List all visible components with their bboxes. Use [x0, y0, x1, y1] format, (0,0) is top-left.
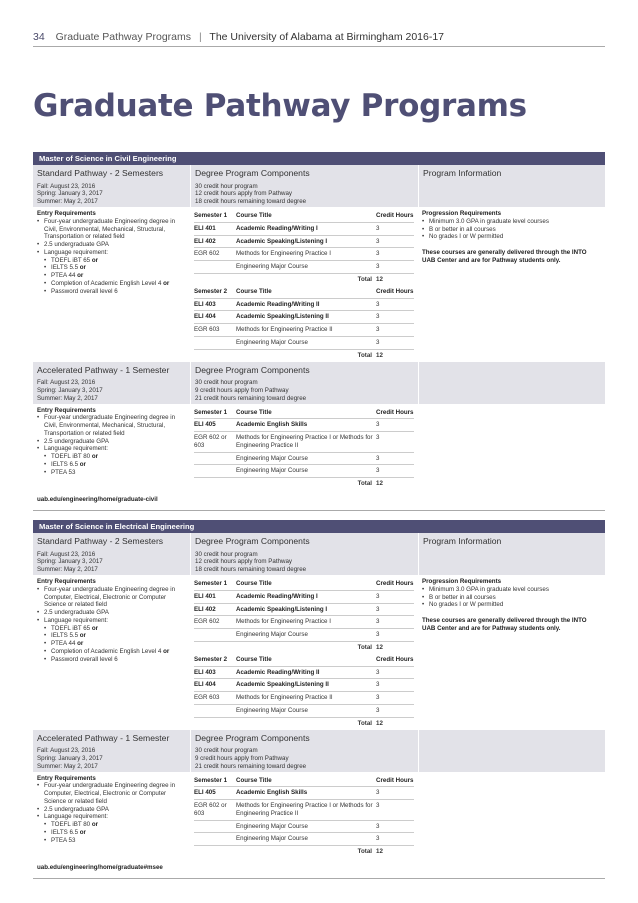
- pathway-name: Accelerated Pathway - 1 Semester: [37, 732, 170, 743]
- table-row: [194, 465, 414, 478]
- start-date: Fall: August 23, 2016: [37, 747, 96, 755]
- language-text: TOEFL iBT 80: [51, 821, 92, 828]
- degree-components-heading: Degree Program Components: [195, 364, 310, 375]
- program-civil: [33, 152, 605, 511]
- credit-hours: 3: [376, 250, 380, 258]
- or-text: or: [91, 821, 98, 828]
- semester-label: Semester 1: [194, 580, 228, 587]
- course-title-header: Course Title: [236, 655, 272, 663]
- or-text: or: [91, 453, 98, 460]
- degree-components-heading: Degree Program Components: [195, 732, 310, 743]
- language-option: [37, 280, 186, 288]
- progression-item: • Minimum 3.0 GPA in graduate level courses: [422, 218, 601, 226]
- total-row: [194, 642, 414, 654]
- or-text: or: [163, 279, 170, 287]
- degree-components: [190, 362, 418, 404]
- language-option: [37, 461, 186, 469]
- semester-label: Semester 1: [194, 776, 228, 784]
- table-row: [194, 604, 414, 617]
- language-option: [37, 821, 186, 829]
- pathway-name: Standard Pathway - 2 Semesters: [37, 536, 164, 546]
- entry-item: • Language requirement:: [37, 617, 186, 625]
- credit-hours: 3: [376, 338, 380, 346]
- language-option: [37, 264, 186, 272]
- start-date: Spring: January 3, 2017: [37, 190, 103, 198]
- language-option: [37, 656, 186, 664]
- entry-item: • Four-year undergraduate Engineering degree in Computer, Electrical, Electronic or Computer Science or related field: [37, 782, 186, 805]
- start-date: Summer: May 2, 2017: [37, 762, 98, 770]
- start-date: Spring: January 3, 2017: [37, 558, 103, 566]
- language-text: Completion of Academic English Level 4: [51, 647, 164, 655]
- credit-hours: 3: [376, 313, 380, 321]
- semester-label: Semester 2: [194, 655, 228, 663]
- program-information: [418, 362, 605, 404]
- total-row: [194, 478, 414, 490]
- credit-hours: 3: [376, 835, 380, 843]
- entry-item: • 2.5 undergraduate GPA: [37, 806, 186, 814]
- degree-components: [190, 165, 418, 207]
- course-code: EGR 602 or 603: [194, 434, 227, 449]
- entry-requirements-heading: Entry Requirements: [37, 774, 96, 782]
- start-date: Summer: May 2, 2017: [37, 566, 98, 574]
- total-row: [194, 846, 414, 858]
- course-title: Academic Speaking/Listening II: [236, 313, 329, 321]
- page-number: 34: [33, 31, 45, 43]
- total-value: 12: [376, 480, 383, 487]
- language-option: [37, 625, 186, 633]
- course-code: EGR 603: [194, 326, 220, 333]
- pathway-dates: [33, 165, 190, 207]
- start-date: Fall: August 23, 2016: [37, 379, 96, 387]
- or-text: or: [77, 272, 84, 279]
- progression-item: • No grades I or W permitted: [422, 601, 601, 609]
- or-text: or: [91, 624, 98, 632]
- pathway-body: [33, 404, 605, 491]
- or-text: or: [163, 647, 170, 655]
- course-title: Methods for Engineering Practice I or Methods for Engineering Practice II: [236, 434, 373, 449]
- table-row: [194, 299, 414, 312]
- language-text: PTEA 53: [51, 468, 76, 476]
- table-row: [194, 667, 414, 680]
- start-date: Summer: May 2, 2017: [37, 394, 98, 402]
- pathway-header: [33, 165, 605, 207]
- credit-hours: 3: [376, 802, 380, 809]
- table-row: [194, 337, 414, 350]
- total-value: 12: [376, 848, 383, 855]
- entry-list: [37, 586, 186, 664]
- table-row: [194, 311, 414, 324]
- header-university: The University of Alabama at Birmingham 2016-17: [209, 31, 445, 43]
- total-value: 12: [376, 351, 383, 359]
- component-line: 21 credit hours remaining toward degree: [195, 394, 307, 402]
- credit-hours: 3: [376, 300, 380, 308]
- total-label: Total: [357, 848, 372, 855]
- course-title: Engineering Major Course: [236, 706, 308, 714]
- credit-hours: 3: [376, 467, 380, 475]
- course-title: Methods for Engineering Practice II: [236, 326, 333, 333]
- table-row: [194, 821, 414, 834]
- entry-item: • 2.5 undergraduate GPA: [37, 438, 186, 446]
- progression-requirements: [418, 775, 605, 859]
- course-code: ELI 402: [194, 237, 216, 245]
- total-value: 12: [376, 643, 383, 651]
- component-line: 18 credit hours remaining toward degree: [195, 198, 307, 206]
- course-title: Academic Reading/Writing I: [236, 592, 318, 600]
- table-header-row: [194, 407, 414, 420]
- course-title: Academic Speaking/Listening II: [236, 681, 329, 689]
- course-title: Academic Speaking/Listening I: [236, 605, 328, 613]
- pathway-body: [33, 772, 605, 859]
- semester-label: Semester 1: [194, 212, 228, 219]
- table-header-row: [194, 775, 414, 788]
- table-row: [194, 800, 414, 821]
- component-line: 9 credit hours apply from Pathway: [195, 754, 289, 762]
- entry-requirements: [33, 775, 190, 859]
- progression-item: • B or better in all courses: [422, 226, 601, 234]
- entry-item: • Four-year undergraduate Engineering degree in Civil, Environmental, Mechanical, Structural, Transportation or related field: [37, 414, 186, 437]
- course-title: Methods for Engineering Practice I: [236, 250, 331, 258]
- entry-list: [37, 414, 186, 476]
- progression-item: • B or better in all courses: [422, 594, 601, 602]
- credit-hours: 3: [376, 789, 380, 797]
- course-title-header: Course Title: [236, 287, 272, 295]
- entry-item: • Four-year undergraduate Engineering degree in Civil, Environmental, Mechanical, Structural, Transportation or related field: [37, 218, 186, 241]
- course-title: Engineering Major Course: [236, 338, 308, 346]
- semester-label: Semester 1: [194, 408, 228, 416]
- table-row: [194, 692, 414, 705]
- running-header: [33, 31, 444, 43]
- credit-hours-header: Credit Hours: [376, 580, 414, 587]
- language-option: [37, 257, 186, 265]
- component-line: 18 credit hours remaining toward degree: [195, 566, 307, 574]
- program-information-heading: Program Information: [423, 168, 502, 178]
- entry-item: • 2.5 undergraduate GPA: [37, 609, 186, 617]
- course-code: ELI 402: [194, 605, 216, 613]
- course-title: Methods for Engineering Practice I or Methods for Engineering Practice II: [236, 802, 373, 817]
- pathway-body: [33, 575, 605, 730]
- table-header-row: [194, 286, 414, 299]
- header-rule: [33, 46, 605, 47]
- course-title-header: Course Title: [236, 408, 272, 416]
- language-text: IELTS 5.5: [51, 264, 80, 272]
- pathway-header: [33, 730, 605, 772]
- component-line: 30 credit hour program: [195, 182, 258, 190]
- course-code: EGR 602: [194, 250, 220, 258]
- course-code: ELI 401: [194, 592, 216, 600]
- course-code: ELI 404: [194, 313, 216, 321]
- course-code: EGR 602: [194, 618, 220, 626]
- total-row: [194, 718, 414, 730]
- total-label: Total: [357, 480, 372, 487]
- course-table: [190, 210, 418, 362]
- language-option: [37, 632, 186, 640]
- course-code: ELI 405: [194, 421, 216, 429]
- entry-requirements: [33, 210, 190, 362]
- course-title: Engineering Major Course: [236, 822, 308, 830]
- credit-hours: 3: [376, 694, 380, 701]
- credit-hours: 3: [376, 454, 380, 462]
- start-date: Spring: January 3, 2017: [37, 754, 103, 762]
- pathway-note: These courses are generally delivered through the INTO UAB Center and are for Pathway students only.: [422, 617, 587, 632]
- table-header-row: [194, 578, 414, 591]
- table-row: [194, 324, 414, 337]
- table-header-row: [194, 210, 414, 223]
- or-text: or: [77, 640, 84, 647]
- course-table: [190, 578, 418, 730]
- course-title: Academic Reading/Writing I: [236, 224, 318, 232]
- total-value: 12: [376, 275, 383, 283]
- course-title: Methods for Engineering Practice II: [236, 694, 333, 701]
- program-url: uab.edu/engineering/home/graduate-civil: [33, 490, 605, 511]
- program-electrical: [33, 520, 605, 879]
- course-title: Engineering Major Course: [236, 467, 308, 475]
- language-text: IELTS 5.5: [51, 632, 80, 640]
- total-row: [194, 274, 414, 286]
- credit-hours: 3: [376, 592, 380, 600]
- pathway-name: Standard Pathway - 2 Semesters: [37, 168, 164, 178]
- language-text: PTEA 44: [51, 272, 78, 279]
- credit-hours: 3: [376, 237, 380, 245]
- table-row: [194, 833, 414, 846]
- table-header-row: [194, 654, 414, 667]
- language-option: [37, 640, 186, 648]
- credit-hours: 3: [376, 421, 380, 429]
- language-text: TOEFL iBT 80: [51, 453, 92, 460]
- credit-hours: 3: [376, 326, 380, 333]
- table-row: [194, 591, 414, 604]
- total-label: Total: [357, 719, 372, 727]
- course-code: ELI 403: [194, 668, 216, 676]
- progression-requirements: [418, 578, 605, 730]
- pathway-header: [33, 362, 605, 404]
- course-title: Academic English Skills: [236, 789, 308, 797]
- progression-list: [422, 586, 601, 609]
- course-title: Engineering Major Course: [236, 835, 308, 843]
- start-date: Summer: May 2, 2017: [37, 198, 98, 206]
- course-title: Engineering Major Course: [236, 631, 308, 638]
- page-title: Graduate Pathway Programs: [33, 88, 527, 124]
- language-option: [37, 829, 186, 837]
- course-code: ELI 405: [194, 789, 216, 797]
- course-code: EGR 602 or 603: [194, 802, 227, 817]
- credit-hours-header: Credit Hours: [376, 655, 414, 663]
- component-line: 21 credit hours remaining toward degree: [195, 762, 307, 770]
- entry-requirements: [33, 407, 190, 491]
- component-line: 12 credit hours apply from Pathway: [195, 558, 292, 566]
- credit-hours-header: Credit Hours: [376, 212, 414, 219]
- table-row: [194, 248, 414, 261]
- table-row: [194, 616, 414, 629]
- or-text: or: [91, 256, 98, 264]
- or-text: or: [79, 460, 86, 468]
- table-row: [194, 629, 414, 642]
- degree-components-heading: Degree Program Components: [195, 168, 310, 178]
- degree-components: [190, 730, 418, 772]
- start-date: Fall: August 23, 2016: [37, 182, 96, 190]
- course-code: EGR 603: [194, 694, 220, 701]
- program-information: [418, 533, 605, 575]
- course-title: Engineering Major Course: [236, 263, 308, 270]
- component-line: 30 credit hour program: [195, 550, 258, 558]
- course-code: ELI 403: [194, 300, 216, 308]
- progression-requirements: [418, 407, 605, 491]
- pathway-dates: [33, 730, 190, 772]
- entry-item: • 2.5 undergraduate GPA: [37, 241, 186, 249]
- entry-item: • Language requirement:: [37, 249, 186, 257]
- course-title: Academic English Skills: [236, 421, 308, 429]
- semester-label: Semester 2: [194, 287, 228, 295]
- pathway-note: These courses are generally delivered through the INTO UAB Center and are for Pathway students only.: [422, 249, 587, 264]
- course-title-header: Course Title: [236, 580, 272, 587]
- start-date: Fall: August 23, 2016: [37, 550, 96, 558]
- degree-components-heading: Degree Program Components: [195, 536, 310, 546]
- credit-hours: 3: [376, 618, 380, 626]
- entry-item: • Language requirement:: [37, 813, 186, 821]
- credit-hours: 3: [376, 263, 380, 270]
- course-title: Academic Reading/Writing II: [236, 300, 320, 308]
- table-row: [194, 223, 414, 236]
- credit-hours: 3: [376, 224, 380, 232]
- table-row: [194, 679, 414, 692]
- language-option: [37, 272, 186, 280]
- language-option: [37, 469, 186, 477]
- language-text: IELTS 6.5: [51, 460, 80, 468]
- component-line: 30 credit hour program: [195, 379, 258, 387]
- pathway-dates: [33, 533, 190, 575]
- language-text: Password overall level 6: [51, 287, 118, 295]
- total-row: [194, 350, 414, 362]
- table-row: [194, 787, 414, 800]
- progression-list: [422, 218, 601, 241]
- progression-item: • No grades I or W permitted: [422, 233, 601, 241]
- table-row: [194, 236, 414, 249]
- or-text: or: [79, 264, 86, 272]
- component-line: 9 credit hours apply from Pathway: [195, 386, 289, 394]
- credit-hours: 3: [376, 681, 380, 689]
- pathway-name: Accelerated Pathway - 1 Semester: [37, 364, 170, 375]
- language-option: [37, 288, 186, 296]
- entry-item: • Four-year undergraduate Engineering degree in Computer, Electrical, Electronic or Computer Science or related field: [37, 586, 186, 609]
- table-row: [194, 705, 414, 718]
- course-title: Engineering Major Course: [236, 454, 308, 462]
- total-value: 12: [376, 719, 383, 727]
- progression-item: • Minimum 3.0 GPA in graduate level courses: [422, 586, 601, 594]
- progression-heading: Progression Requirements: [422, 210, 502, 217]
- course-title-header: Course Title: [236, 212, 272, 219]
- credit-hours: 3: [376, 822, 380, 830]
- component-line: 12 credit hours apply from Pathway: [195, 190, 292, 198]
- or-text: or: [79, 632, 86, 640]
- course-code: ELI 401: [194, 224, 216, 232]
- course-title-header: Course Title: [236, 776, 272, 784]
- credit-hours: 3: [376, 434, 380, 441]
- program-url: uab.edu/engineering/home/graduate#msee: [33, 858, 605, 879]
- entry-item: • Language requirement:: [37, 445, 186, 453]
- pathway-body: [33, 207, 605, 362]
- total-label: Total: [357, 351, 372, 359]
- credit-hours: 3: [376, 668, 380, 676]
- credit-hours: 3: [376, 706, 380, 714]
- course-code: ELI 404: [194, 681, 216, 689]
- table-row: [194, 432, 414, 453]
- or-text: or: [79, 828, 86, 836]
- total-label: Total: [357, 643, 372, 651]
- entry-requirements: [33, 578, 190, 730]
- component-line: 30 credit hour program: [195, 747, 258, 755]
- total-label: Total: [357, 275, 372, 283]
- course-title: Academic Reading/Writing II: [236, 668, 320, 676]
- language-text: PTEA 44: [51, 640, 78, 647]
- entry-requirements-heading: Entry Requirements: [37, 578, 96, 585]
- program-title-bar: Master of Science in Electrical Engineering: [33, 520, 605, 533]
- language-text: Completion of Academic English Level 4: [51, 279, 164, 287]
- program-title-bar: Master of Science in Civil Engineering: [33, 152, 605, 165]
- entry-requirements-heading: Entry Requirements: [37, 406, 96, 414]
- pathway-dates: [33, 362, 190, 404]
- language-text: IELTS 6.5: [51, 828, 80, 836]
- course-table: [190, 407, 418, 491]
- table-row: [194, 261, 414, 274]
- credit-hours-header: Credit Hours: [376, 776, 414, 784]
- language-text: Password overall level 6: [51, 655, 118, 663]
- table-row: [194, 419, 414, 432]
- progression-heading: Progression Requirements: [422, 578, 502, 585]
- course-table: [190, 775, 418, 859]
- degree-components: [190, 533, 418, 575]
- pathway-header: [33, 533, 605, 575]
- language-option: [37, 837, 186, 845]
- credit-hours-header: Credit Hours: [376, 287, 414, 295]
- entry-list: [37, 782, 186, 844]
- program-information-heading: Program Information: [423, 536, 502, 546]
- credit-hours: 3: [376, 631, 380, 638]
- language-text: PTEA 53: [51, 836, 76, 844]
- entry-requirements-heading: Entry Requirements: [37, 210, 96, 217]
- language-option: [37, 648, 186, 656]
- entry-list: [37, 218, 186, 296]
- header-section: Graduate Pathway Programs: [55, 31, 192, 43]
- language-option: [37, 453, 186, 461]
- credit-hours: 3: [376, 605, 380, 613]
- language-text: TOEFL iBT 65: [51, 624, 92, 632]
- header-divider: |: [198, 31, 202, 43]
- progression-requirements: [418, 210, 605, 362]
- program-information: [418, 165, 605, 207]
- start-date: Spring: January 3, 2017: [37, 386, 103, 394]
- language-text: TOEFL iBT 65: [51, 256, 92, 264]
- program-information: [418, 730, 605, 772]
- course-title: Methods for Engineering Practice I: [236, 618, 331, 626]
- table-row: [194, 453, 414, 466]
- credit-hours-header: Credit Hours: [376, 408, 414, 416]
- course-title: Academic Speaking/Listening I: [236, 237, 328, 245]
